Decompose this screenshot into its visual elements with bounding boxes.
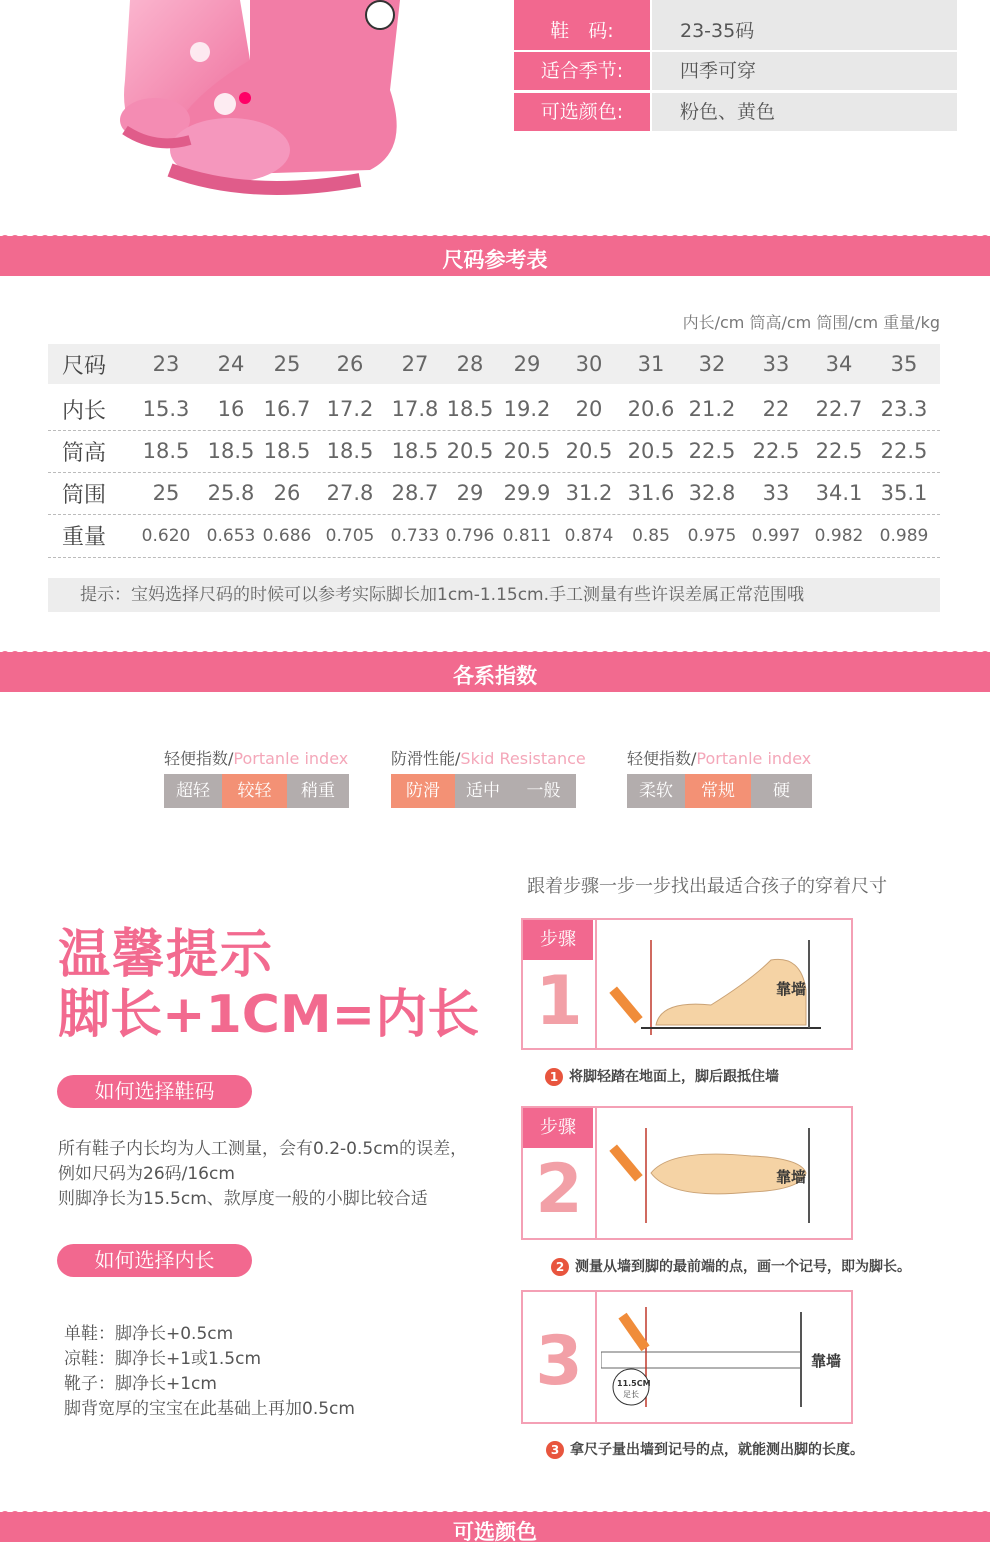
- table-cell: 25: [152, 481, 180, 505]
- row-label: 筒高: [62, 441, 107, 466]
- table-cell: 0.686: [262, 526, 312, 546]
- table-cell: 0.989: [879, 526, 929, 546]
- table-cell: 17.2: [326, 397, 374, 421]
- table-row: [48, 389, 940, 429]
- table-cell: 16: [217, 397, 245, 421]
- row-divider: [48, 557, 940, 558]
- pink-rain-boot-image: [100, 0, 430, 200]
- ruler-illustration: [601, 1302, 846, 1412]
- scallop-edge: [0, 232, 990, 242]
- table-cell: 18.5: [326, 439, 374, 463]
- table-cell: 20: [575, 397, 603, 421]
- table-cell: 17.8: [391, 397, 439, 421]
- table-cell: 29: [456, 481, 484, 505]
- step-caption-3: 3 拿尺子量出墙到记号的点，就能测出脚的长度。: [546, 1439, 864, 1459]
- spec-value: 粉色、黄色: [652, 93, 957, 131]
- table-cell: 0.811: [502, 526, 552, 546]
- table-cell: 20.5: [627, 439, 675, 463]
- ruler-badge-value: 11.5CM: [617, 1379, 651, 1388]
- table-cell: 20.6: [627, 397, 675, 421]
- table-cell: 15.3: [142, 397, 190, 421]
- section-title: 可选颜色: [453, 1520, 537, 1544]
- section-band-size-chart: [0, 236, 990, 276]
- table-cell: 26: [336, 352, 364, 376]
- table-cell: 16.7: [263, 397, 311, 421]
- table-cell: 25.8: [207, 481, 255, 505]
- table-cell: 18.5: [263, 439, 311, 463]
- table-cell: 28.7: [391, 481, 439, 505]
- table-cell: 0.85: [632, 526, 670, 546]
- step-number: 1: [535, 962, 583, 1041]
- table-row: [48, 515, 940, 555]
- table-cell: 0.874: [564, 526, 614, 546]
- step-box-1: [521, 918, 853, 1050]
- table-cell: 31: [637, 352, 665, 376]
- table-cell: 32.8: [688, 481, 736, 505]
- table-cell: 0.796: [445, 526, 495, 546]
- section-title: 各系指数: [453, 664, 537, 688]
- table-cell: 22.7: [815, 397, 863, 421]
- warm-tip-heading: 温馨提示: [58, 925, 275, 985]
- row-divider: [48, 430, 940, 431]
- table-cell: 18.5: [446, 397, 494, 421]
- table-cell: 35.1: [880, 481, 928, 505]
- table-cell: 20.5: [503, 439, 551, 463]
- index-option-selected: 常规: [685, 774, 751, 808]
- step-caption-1: 1 将脚轻踏在地面上，脚后跟抵住墙: [545, 1066, 779, 1086]
- table-cell: 20.5: [446, 439, 494, 463]
- spec-value: 23-35码: [652, 12, 957, 50]
- row-divider: [48, 514, 940, 515]
- spec-key: 适合季节:: [514, 52, 650, 90]
- table-row: [48, 344, 940, 384]
- table-cell: 27.8: [326, 481, 374, 505]
- index-bar-3: [627, 774, 812, 808]
- table-cell: 0.705: [325, 526, 375, 546]
- table-cell: 29: [513, 352, 541, 376]
- foot-top-illustration: [601, 1118, 841, 1228]
- step-label: 步骤: [523, 1108, 593, 1148]
- table-cell: 23: [152, 352, 180, 376]
- index-option: 硬: [751, 774, 812, 808]
- table-cell: 21.2: [688, 397, 736, 421]
- ruler-badge-label: 足长: [623, 1390, 639, 1399]
- table-cell: 0.620: [141, 526, 191, 546]
- steps-title: 跟着步骤一步一步找出最适合孩子的穿着尺寸: [527, 876, 887, 897]
- table-cell: 0.975: [687, 526, 737, 546]
- row-label: 内长: [62, 399, 107, 424]
- table-cell: 22.5: [880, 439, 928, 463]
- row-divider: [48, 472, 940, 473]
- spec-key: 鞋 码:: [514, 12, 650, 50]
- table-cell: 20.5: [565, 439, 613, 463]
- table-cell: 0.982: [814, 526, 864, 546]
- table-cell: 31.6: [627, 481, 675, 505]
- index-bar-2: [391, 774, 576, 808]
- table-cell: 23.3: [880, 397, 928, 421]
- section-title: 尺码参考表: [442, 248, 548, 272]
- spec-row-colors: [514, 93, 957, 131]
- how-size-paragraph: 所有鞋子内长均为人工测量，会有0.2-0.5cm的误差， 例如尺码为26码/16cm 则脚净长为15.5cm、款厚度一般的小脚比较合适: [58, 1139, 468, 1209]
- table-cell: 29.9: [503, 481, 551, 505]
- index-option-selected: 防滑: [391, 774, 455, 808]
- row-label: 尺码: [62, 354, 107, 379]
- row-label: 筒围: [62, 483, 107, 508]
- step-box-3: [521, 1290, 853, 1424]
- table-cell: 25: [273, 352, 301, 376]
- table-cell: 18.5: [391, 439, 439, 463]
- how-size-pill: 如何选择鞋码: [57, 1075, 252, 1108]
- step-caption-2: 2 测量从墙到脚的最前端的点，画一个记号，即为脚长。: [551, 1256, 911, 1276]
- index-bar-1: [164, 774, 349, 808]
- table-cell: 0.733: [390, 526, 440, 546]
- table-cell: 27: [401, 352, 429, 376]
- table-cell: 28: [456, 352, 484, 376]
- index-option-selected: 较轻: [222, 774, 287, 808]
- table-cell: 18.5: [207, 439, 255, 463]
- units-label: 内长/cm 筒高/cm 筒围/cm 重量/kg: [682, 313, 940, 332]
- spec-row-size: [514, 12, 957, 50]
- table-cell: 19.2: [503, 397, 551, 421]
- table-cell: 32: [698, 352, 726, 376]
- wall-label: 靠墙: [776, 980, 807, 998]
- section-band-indices: [0, 652, 990, 692]
- table-cell: 24: [217, 352, 245, 376]
- table-cell: 31.2: [565, 481, 613, 505]
- spec-key: 可选颜色:: [514, 93, 650, 131]
- index-option: 柔软: [627, 774, 685, 808]
- wall-label: 靠墙: [811, 1352, 842, 1370]
- table-cell: 26: [273, 481, 301, 505]
- table-row: [48, 431, 940, 471]
- how-length-pill: 如何选择内长: [57, 1244, 252, 1277]
- step-number: 2: [535, 1150, 583, 1229]
- table-cell: 33: [762, 352, 790, 376]
- index-title-1: 轻便指数/Portanle index: [164, 749, 349, 768]
- table-cell: 34: [825, 352, 853, 376]
- index-option: 稍重: [287, 774, 349, 808]
- index-option: 超轻: [164, 774, 222, 808]
- table-cell: 22.5: [752, 439, 800, 463]
- spec-value: 四季可穿: [652, 52, 957, 90]
- step-number: 3: [535, 1322, 583, 1401]
- size-tip: 提示：宝妈选择尺码的时候可以参考实际脚长加1cm-1.15cm.手工测量有些许误差属正常范围哦: [48, 578, 940, 612]
- index-option: 一般: [511, 774, 576, 808]
- table-cell: 18.5: [142, 439, 190, 463]
- foot-side-illustration: [601, 930, 841, 1040]
- wall-label: 靠墙: [776, 1168, 807, 1186]
- table-cell: 0.653: [206, 526, 256, 546]
- table-cell: 0.997: [751, 526, 801, 546]
- table-row: [48, 473, 940, 513]
- table-cell: 35: [890, 352, 918, 376]
- table-cell: 33: [762, 481, 790, 505]
- index-title-2: 防滑性能/Skid Resistance: [391, 749, 586, 768]
- index-title-3: 轻便指数/Portanle index: [627, 749, 812, 768]
- step-box-2: [521, 1106, 853, 1240]
- spec-row-season: [514, 52, 957, 90]
- table-cell: 34.1: [815, 481, 863, 505]
- how-length-paragraph: 单鞋：脚净长+0.5cm 凉鞋：脚净长+1或1.5cm 靴子：脚净长+1cm 脚背宽厚的宝宝在此基础上再加0.5cm: [64, 1324, 355, 1419]
- table-cell: 22.5: [815, 439, 863, 463]
- table-cell: 22: [762, 397, 790, 421]
- table-cell: 22.5: [688, 439, 736, 463]
- section-band-colors: [0, 1512, 990, 1542]
- step-label: 步骤: [523, 920, 593, 960]
- row-label: 重量: [62, 525, 107, 550]
- index-option: 适中: [455, 774, 511, 808]
- table-cell: 30: [575, 352, 603, 376]
- warm-tip-formula: 脚长+1CM=内长: [58, 985, 480, 1045]
